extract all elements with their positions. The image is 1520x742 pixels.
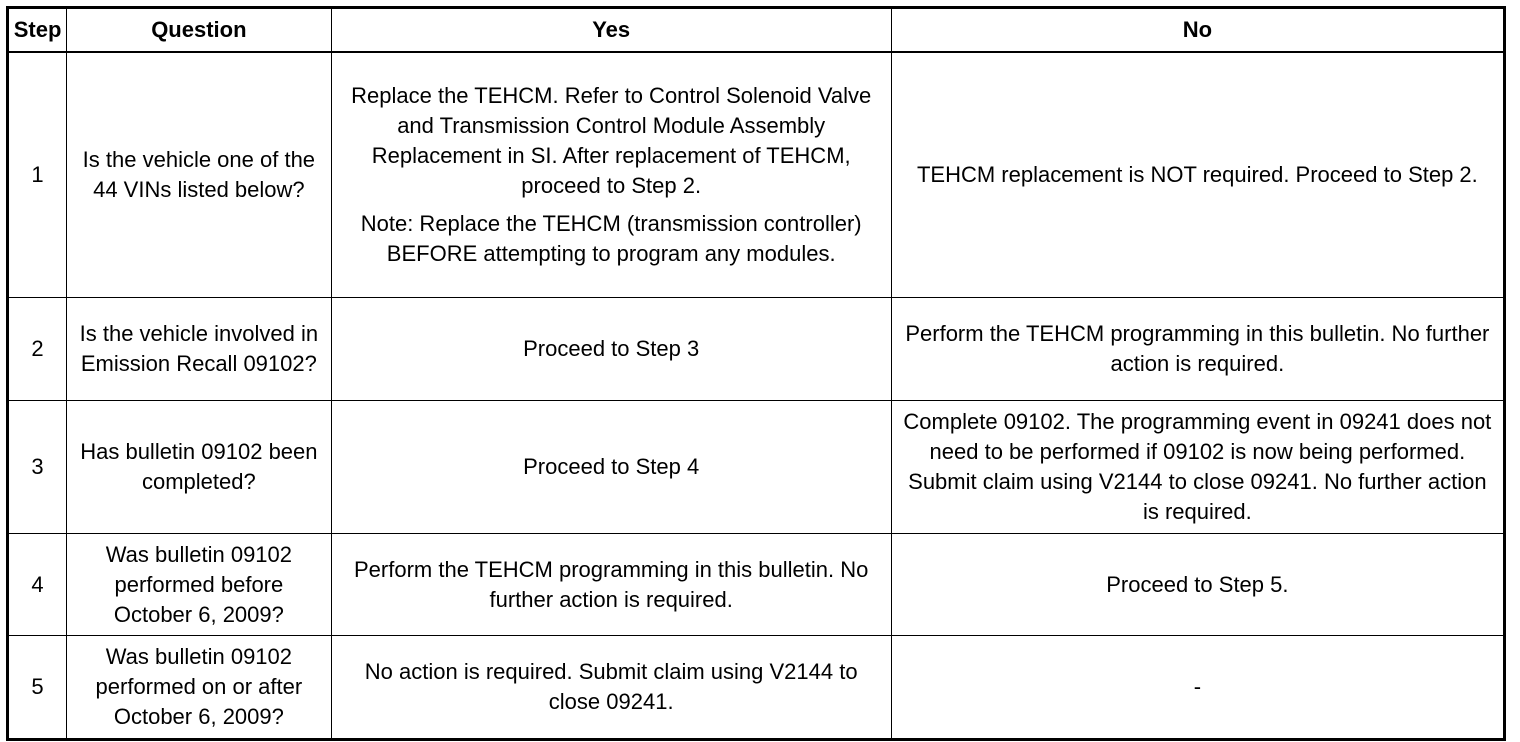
yes-cell: No action is required. Submit claim using V2144 to close 09241. <box>331 636 891 740</box>
no-cell: - <box>891 636 1504 740</box>
question-cell: Was bulletin 09102 performed before October 6, 2009? <box>67 534 332 636</box>
diagnostic-steps-container <box>6 6 1506 741</box>
yes-cell: Proceed to Step 3 <box>331 298 891 401</box>
question-cell: Is the vehicle one of the 44 VINs listed below? <box>67 52 332 298</box>
header-question: Question <box>67 8 332 53</box>
header-yes: Yes <box>331 8 891 53</box>
yes-cell <box>331 52 891 298</box>
question-cell: Has bulletin 09102 been completed? <box>67 401 332 534</box>
step-number: 3 <box>8 401 67 534</box>
table-row <box>8 298 1505 401</box>
no-cell: Proceed to Step 5. <box>891 534 1504 636</box>
table-row <box>8 401 1505 534</box>
diagnostic-steps-table <box>6 6 1506 741</box>
step-number: 1 <box>8 52 67 298</box>
step-number: 5 <box>8 636 67 740</box>
header-step: Step <box>8 8 67 53</box>
no-cell: TEHCM replacement is NOT required. Proceed to Step 2. <box>891 52 1504 298</box>
yes-note: Note: Replace the TEHCM (transmission controller) BEFORE attempting to program any modules. <box>360 211 862 266</box>
table-header-row <box>8 8 1505 53</box>
table-row <box>8 636 1505 740</box>
question-cell: Is the vehicle involved in Emission Recall 09102? <box>67 298 332 401</box>
step-number: 2 <box>8 298 67 401</box>
yes-instruction: Replace the TEHCM. Refer to Control Solenoid Valve and Transmission Control Module Assembly Replacement in SI. After replacement of TEHCM, proceed to Step 2. <box>351 83 872 198</box>
header-no: No <box>891 8 1504 53</box>
question-cell: Was bulletin 09102 performed on or after October 6, 2009? <box>67 636 332 740</box>
table-row <box>8 534 1505 636</box>
table-row <box>8 52 1505 298</box>
no-cell: Perform the TEHCM programming in this bulletin. No further action is required. <box>891 298 1504 401</box>
yes-cell: Proceed to Step 4 <box>331 401 891 534</box>
step-number: 4 <box>8 534 67 636</box>
no-cell: Complete 09102. The programming event in 09241 does not need to be performed if 09102 is now being performed. Submit claim using V2144 to close 09241. No further action is required. <box>891 401 1504 534</box>
yes-cell: Perform the TEHCM programming in this bulletin. No further action is required. <box>331 534 891 636</box>
